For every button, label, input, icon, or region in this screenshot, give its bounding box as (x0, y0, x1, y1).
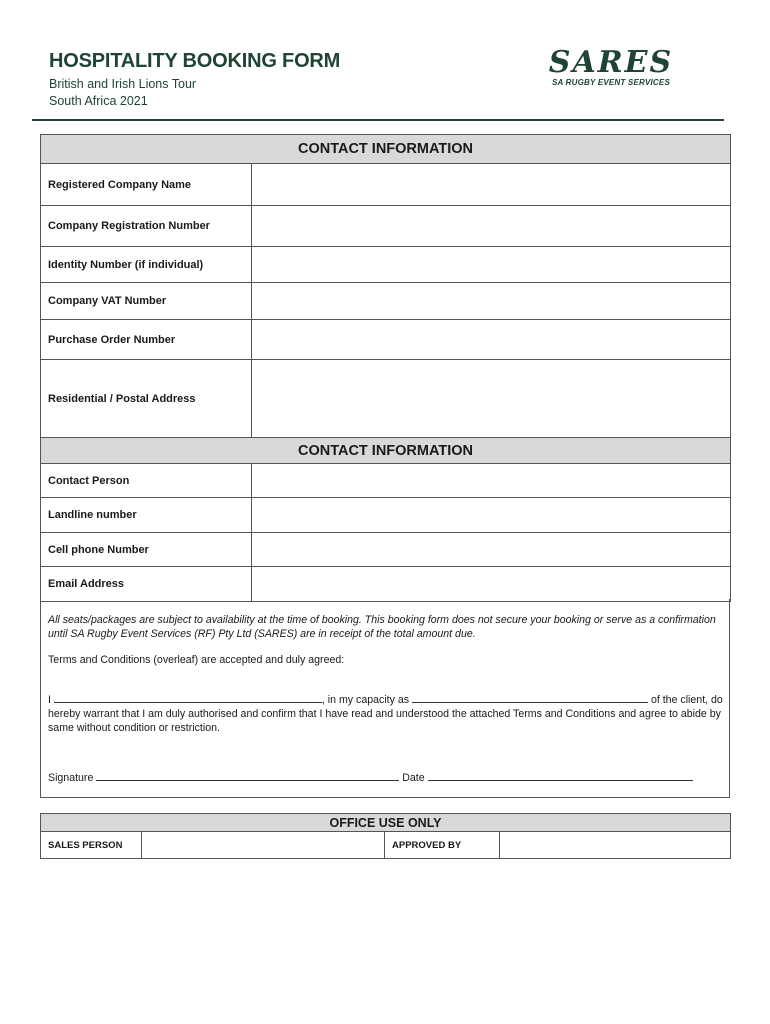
field-label: Purchase Order Number (41, 320, 252, 360)
field-label: Identity Number (if individual) (41, 247, 252, 283)
purchase-order-number-field[interactable] (252, 320, 731, 360)
form-header (49, 45, 729, 110)
contact-information-table (40, 134, 731, 602)
contact-section-heading: CONTACT INFORMATION (41, 438, 731, 464)
tour-name: British and Irish Lions Tour (49, 77, 197, 91)
warranty-capacity: , in my capacity as (321, 694, 410, 706)
logo-word: SARES (548, 45, 674, 80)
terms-section (40, 599, 730, 798)
field-label: Company VAT Number (41, 283, 252, 320)
signature-label: Signature (48, 772, 94, 784)
field-label: Registered Company Name (41, 164, 252, 206)
identity-number-field[interactable] (252, 247, 731, 283)
warranty-statement (48, 692, 723, 735)
field-label: Residential / Postal Address (41, 360, 252, 438)
field-label: Company Registration Number (41, 206, 252, 247)
capacity-blank[interactable] (412, 692, 648, 703)
field-label: Landline number (41, 498, 252, 533)
signature-blank[interactable] (96, 770, 399, 781)
booking-disclaimer: All seats/packages are subject to availability at the time of booking. This booking form does not secure your booking or serve as a confirmation until SA Rugby Event Services (RF) Pty Ltd (SARES) are in receipt of the total amount due. (48, 614, 716, 640)
warranty-i: I (48, 694, 51, 706)
company-registration-number-field[interactable] (252, 206, 731, 247)
field-label: Cell phone Number (41, 533, 252, 567)
sares-logo (546, 45, 676, 87)
header-divider (32, 119, 724, 121)
terms-accepted-statement: Terms and Conditions (overleaf) are accepted and duly agreed: (48, 654, 345, 666)
field-label: Contact Person (41, 464, 252, 498)
tour-location-year: South Africa 2021 (49, 94, 148, 108)
field-label: Email Address (41, 567, 252, 602)
warranty-client: of the client, (650, 694, 709, 706)
office-use-heading: OFFICE USE ONLY (41, 814, 731, 832)
landline-number-field[interactable] (252, 498, 731, 533)
company-section-heading: CONTACT INFORMATION (41, 135, 731, 164)
approved-by-label: APPROVED BY (385, 832, 500, 859)
name-blank[interactable] (54, 692, 322, 703)
office-use-table (40, 813, 731, 859)
contact-person-field[interactable] (252, 464, 731, 498)
email-address-field[interactable] (252, 567, 731, 602)
warranty-rest: do hereby warrant that I am duly authorised and confirm that I have read and understood the attached Terms and Conditions and agree to abide by same without condition or restriction. (48, 694, 723, 734)
date-label: Date (402, 772, 425, 784)
approved-by-field[interactable] (500, 832, 731, 859)
cell-phone-number-field[interactable] (252, 533, 731, 567)
sales-person-field[interactable] (142, 832, 385, 859)
sales-person-label: SALES PERSON (41, 832, 142, 859)
logo-tagline: SA RUGBY EVENT SERVICES (552, 78, 670, 87)
date-blank[interactable] (428, 770, 693, 781)
company-vat-number-field[interactable] (252, 283, 731, 320)
postal-address-field[interactable] (252, 360, 731, 438)
signature-line (48, 770, 723, 785)
page-title: HOSPITALITY BOOKING FORM (49, 50, 341, 72)
registered-company-name-field[interactable] (252, 164, 731, 206)
